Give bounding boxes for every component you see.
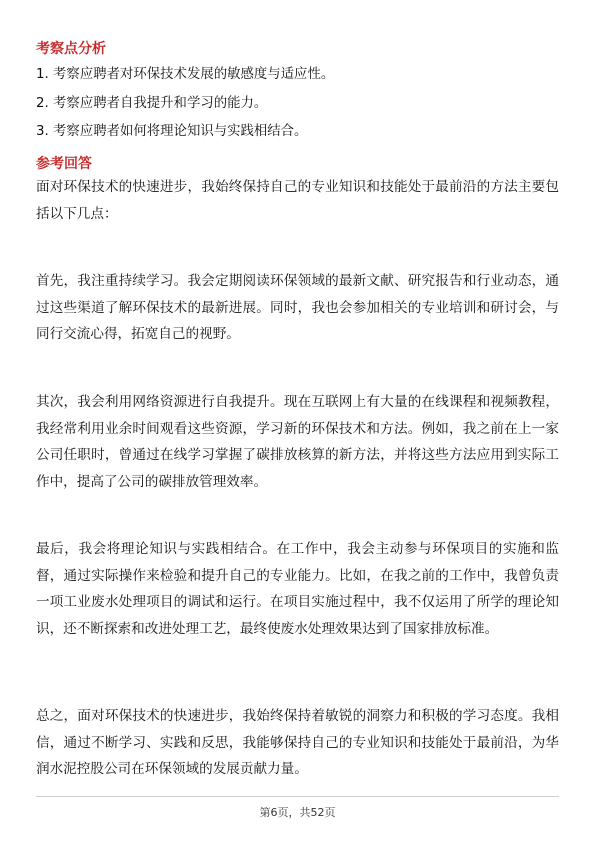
answer-heading: 参考回答 — [36, 156, 92, 172]
answer-paragraph-conclusion: 总之，面对环保技术的快速进步，我始终保持着敏锐的洞察力和积极的学习态度。我相信，通过不断学习、实践和反思，我能够保持自己的专业知识和技能处于最前沿，为华润水泥控股公司在环保领域的发展贡献力量。 — [36, 708, 559, 778]
answer-paragraph-second: 其次，我会利用网络资源进行自我提升。现在互联网上有大量的在线课程和视频教程，我经常利用业余时间观看这些资源，学习新的环保技术和方法。例如，我之前在上一家公司任职时，曾通过在线学习掌握了碳排放核算的新方法，并将这些方法应用到实际工作中，提高了公司的碳排放管理效率。 — [36, 394, 559, 490]
analysis-heading: 考察点分析 — [36, 41, 106, 57]
answer-intro-paragraph: 面对环保技术的快速进步，我始终保持自己的专业知识和技能处于最前沿的方法主要包括以下几点： — [36, 179, 559, 222]
analysis-item-1: 1. 考察应聘者对环保技术发展的敏感度与适应性。 — [36, 67, 335, 82]
answer-paragraph-first: 首先，我注重持续学习。我会定期阅读环保领域的最新文献、研究报告和行业动态，通过这些渠道了解环保技术的最新进展。同时，我也会参加相关的专业培训和研讨会，与同行交流心得，拓宽自己的视野。 — [36, 273, 559, 343]
analysis-item-2: 2. 考察应聘者自我提升和学习的能力。 — [36, 96, 268, 111]
page-number: 第6页，共52页 — [259, 806, 336, 819]
answer-paragraph-third: 最后，我会将理论知识与实践相结合。在工作中，我会主动参与环保项目的实施和监督，通过实际操作来检验和提升自己的专业能力。比如，在我之前的工作中，我曾负责一项工业废水处理项目的调试和运行。在项目实施过程中，我不仅运用了所学的理论知识，还不断探索和改进处理工艺，最终使废水处理效果达到了国家排放标准。 — [36, 541, 559, 637]
footer-divider — [36, 796, 559, 797]
analysis-item-3: 3. 考察应聘者如何将理论知识与实践相结合。 — [36, 124, 308, 139]
